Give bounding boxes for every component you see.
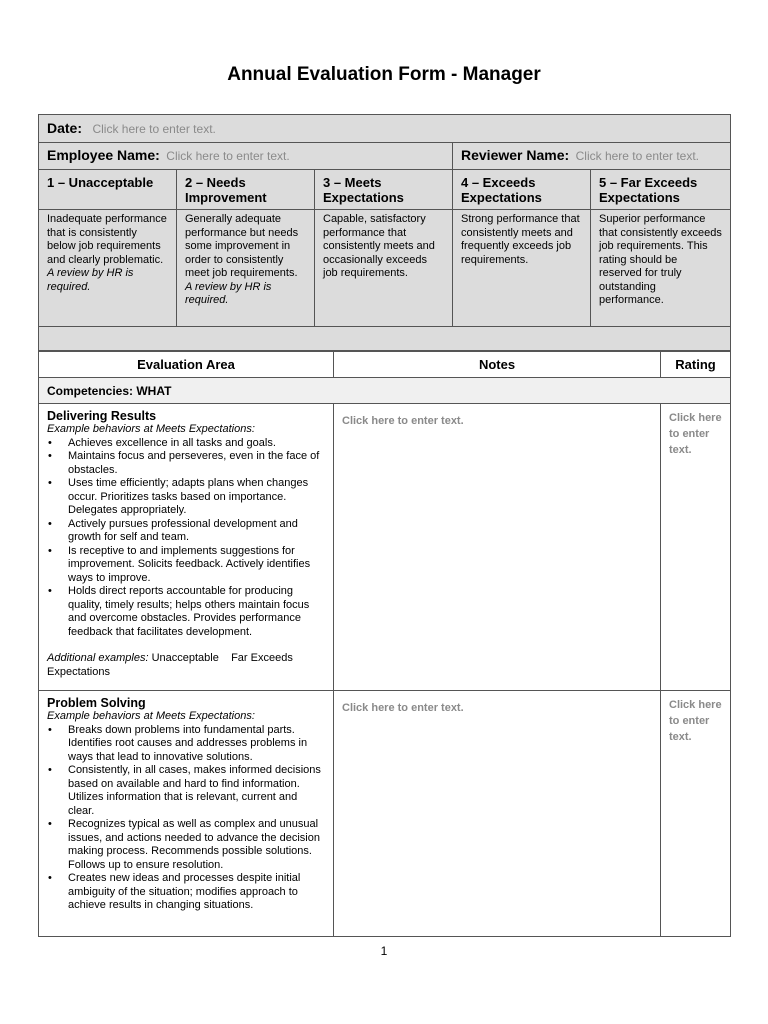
behavior-item: • Maintains focus and perseveres, even in the face of obstacles.: [47, 450, 325, 477]
behavior-item: • Recognizes typical as well as complex and unusual issues, and actions needed to advance the decision making process. Recommends possible solutions. Follows up to ensure resolution.: [47, 818, 325, 872]
additional-examples-label: Additional examples:: [47, 652, 149, 664]
notes-field[interactable]: Click here to enter text.: [342, 702, 464, 714]
column-header-area: Evaluation Area: [39, 351, 334, 378]
spacer-row: [39, 327, 731, 352]
reviewer-name-label: Reviewer Name:: [461, 147, 570, 163]
evaluation-table: [38, 350, 731, 937]
rating-cell: [661, 404, 731, 691]
header-table: [38, 114, 731, 352]
date-field[interactable]: Click here to enter text.: [92, 121, 216, 136]
behavior-item: • Breaks down problems into fundamental parts. Identifies root causes and addresses problems in ways that lead to innovative solutions.: [47, 724, 325, 765]
additional-examples: [47, 652, 325, 679]
date-row: [39, 115, 731, 143]
employee-name-field[interactable]: Click here to enter text.: [166, 149, 290, 163]
column-header-notes: Notes: [334, 351, 661, 378]
behavior-list: [47, 724, 325, 913]
notes-field[interactable]: Click here to enter text.: [342, 415, 464, 427]
behavior-item: • Consistently, in all cases, makes informed decisions based on available and hard to find information. Utilizes information that is relevant, current and clear.: [47, 764, 325, 818]
section-problem-solving: [39, 691, 334, 937]
rating-1-description: Inadequate performance that is consistently below job requirements and clearly problematic. A review by HR is required.: [39, 210, 177, 327]
behavior-item: • Achieves excellence in all tasks and goals.: [47, 437, 325, 451]
behavior-item: • Uses time efficiently; adapts plans when changes occur. Prioritizes tasks based on importance. Delegates appropriately.: [47, 477, 325, 518]
rating-4-label: 4 – Exceeds Expectations: [453, 170, 591, 210]
rating-2-description: Generally adequate performance but needs some improvement in order to consistently meet job requirements. A review by HR is required.: [177, 210, 315, 327]
page-number: 1: [380, 944, 388, 958]
behavior-item: • Is receptive to and implements suggestions for improvement. Solicits feedback. Actively identifies ways to improve.: [47, 545, 325, 586]
rating-4-description: Strong performance that consistently meets and frequently exceeds job requirements.: [453, 210, 591, 327]
rating-5-description: Superior performance that consistently exceeds job requirements. This rating should be reserved for truly outstanding performance.: [591, 210, 731, 327]
date-label: Date:: [47, 119, 83, 136]
competencies-heading: Competencies: WHAT: [39, 378, 731, 404]
notes-cell: [334, 404, 661, 691]
column-header-rating: Rating: [661, 351, 731, 378]
rating-field[interactable]: Click here to enter text.: [669, 699, 722, 743]
section-subtitle: Example behaviors at Meets Expectations:: [47, 710, 255, 722]
section-delivering-results: [39, 404, 334, 691]
rating-1-label: 1 – Unacceptable: [39, 170, 177, 210]
section-title: Delivering Results: [47, 409, 157, 423]
section-title: Problem Solving: [47, 696, 146, 710]
form-title: Annual Evaluation Form - Manager: [227, 64, 541, 85]
notes-cell: [334, 691, 661, 937]
rating-cell: [661, 691, 731, 937]
reviewer-name-field[interactable]: Click here to enter text.: [575, 149, 700, 163]
employee-name-label: Employee Name:: [47, 147, 160, 163]
rating-5-label: 5 – Far Exceeds Expectations: [591, 170, 731, 210]
rating-2-label: 2 – Needs Improvement: [177, 170, 315, 210]
behavior-list: [47, 437, 325, 640]
employee-name-cell: [39, 143, 453, 170]
rating-3-label: 3 – Meets Expectations: [315, 170, 453, 210]
rating-field[interactable]: Click here to enter text.: [669, 412, 722, 456]
rating-3-description: Capable, satisfactory performance that consistently meets and occasionally exceeds job requirements.: [315, 210, 453, 327]
additional-examples-text: Unacceptable Far Exceeds Expectations: [47, 652, 296, 678]
behavior-item: • Creates new ideas and processes despite initial ambiguity of the situation; modifies approach to achieve results in changing situations.: [47, 872, 325, 913]
behavior-item: • Actively pursues professional development and growth for self and team.: [47, 518, 325, 545]
section-subtitle: Example behaviors at Meets Expectations:: [47, 423, 255, 435]
reviewer-name-cell: [453, 143, 731, 170]
behavior-item: • Holds direct reports accountable for producing quality, timely results; helps others maintain focus and overcome obstacles. Provides performance feedback that facilitates development.: [47, 585, 325, 639]
